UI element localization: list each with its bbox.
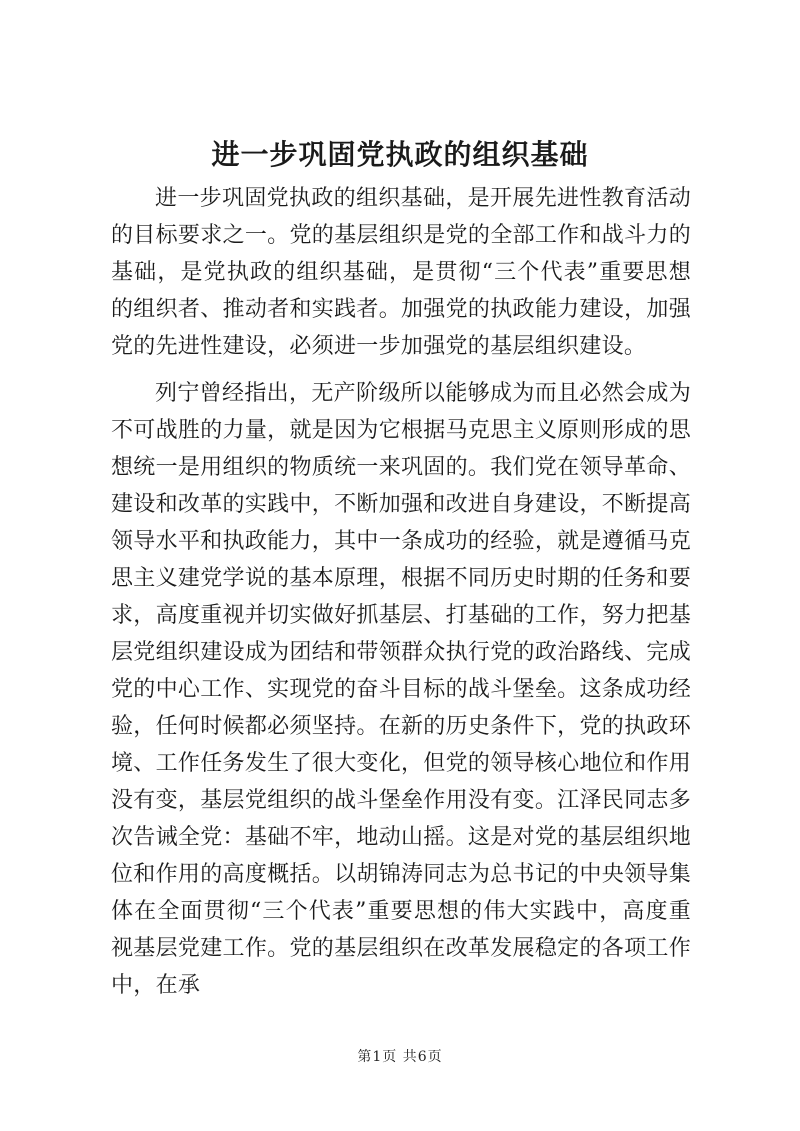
page-footer: 第1页 共6页 — [357, 1049, 443, 1065]
paragraph: 列宁曾经指出，无产阶级所以能够成为而且必然会成为不可战胜的力量，就是因为它根据马克思主义原则形成的思想统一是用组织的物质统一来巩固的。我们党在领导革命、建设和改革的实践中，不断加强和改进自身建设，不断提高领导水平和执政能力，其中一条成功的经验，就是遵循马克思主义建党学说的基本原理，根据不同历史时期的任务和要求，高度重视并切实做好抓基层、打基础的工作，努力把基层党组织建设成为团结和带领群众执行党的政治路线、完成党的中心工作、实现党的奋斗目标的战斗堡垒。这条成功经验，任何时候都必须坚持。在新的历史条件下，党的执政环境、工作任务发生了很大变化，但党的领导核心地位和作用没有变，基层党组织的战斗堡垒作用没有变。江泽民同志多次告诫全党：基础不牢，地动山摇。这是对党的基层组织地位和作用的高度概括。以胡锦涛同志为总书记的中央领导集体在全面贯彻“三个代表”重要思想的伟大实践中，高度重视基层党建工作。党的基层组织在改革发展稳定的各项工作中，在承 — [111, 381, 691, 998]
paragraph: 进一步巩固党执政的组织基础，是开展先进性教育活动的目标要求之一。党的基层组织是党的全部工作和战斗力的基础，是党执政的组织基础，是贯彻“三个代表”重要思想的组织者、推动者和实践者。加强党的执政能力建设，加强党的先进性建设，必须进一步加强党的基层组织建设。 — [111, 186, 691, 359]
document-title: 进一步巩固党执政的组织基础 — [211, 138, 589, 171]
document-body — [111, 180, 691, 1014]
